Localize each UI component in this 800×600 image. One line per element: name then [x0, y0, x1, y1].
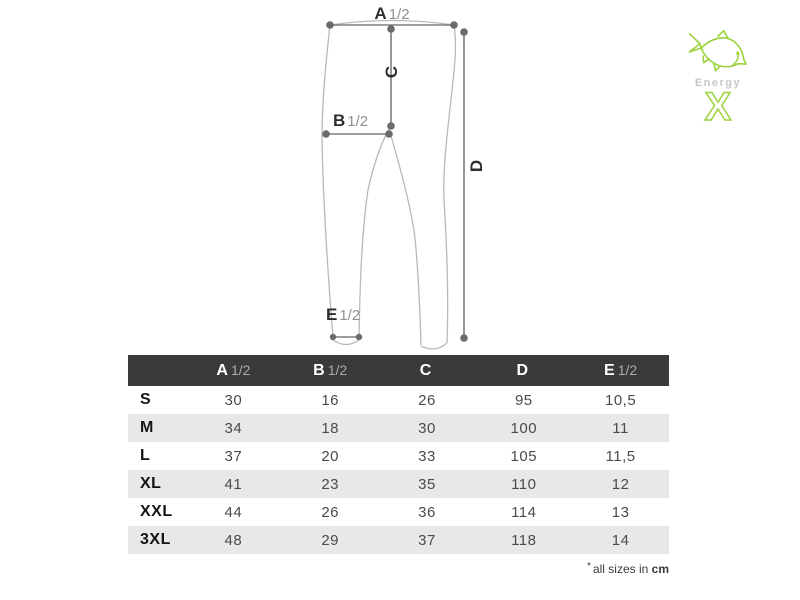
header-letter: A: [216, 361, 228, 379]
header-col-d: [475, 355, 572, 386]
cell-value: 23: [321, 475, 340, 493]
cell-value: 26: [321, 503, 340, 521]
cell-value: 30: [224, 391, 243, 409]
cell-value: 33: [418, 447, 436, 465]
footnote-asterisk: *: [587, 561, 591, 572]
cell-value: 30: [418, 419, 436, 437]
cell-value: 35: [418, 475, 436, 493]
header-letter: B: [313, 361, 325, 379]
measure-label-c: [382, 61, 402, 83]
measure-letter-c: C: [382, 65, 401, 79]
header-col-a: [185, 355, 282, 386]
header-letter: C: [419, 361, 432, 379]
cell-value: 18: [321, 419, 340, 437]
size-table-header-row: [128, 355, 669, 386]
cell-value: 95: [514, 391, 533, 409]
size-table: [128, 355, 669, 554]
cell-value: 14: [611, 531, 630, 549]
cell-value: 100: [510, 419, 538, 437]
cell-value: 41: [224, 475, 243, 493]
table-row-s: [128, 386, 669, 414]
measure-letter-b: B: [333, 111, 346, 130]
header-fraction: 1/2: [327, 361, 348, 378]
footnote-text: all sizes in: [592, 562, 649, 576]
table-row-xxl: [128, 498, 669, 526]
size-label: S: [140, 391, 152, 408]
carp-icon: [682, 26, 754, 76]
header-col-b: [282, 355, 379, 386]
energy-x-logo: [676, 26, 760, 126]
cell-value: 13: [611, 503, 630, 521]
header-fraction: 1/2: [617, 361, 638, 378]
measure-letter-e: E: [326, 305, 338, 324]
cell-value: 16: [321, 391, 340, 409]
cell-value: 36: [418, 503, 436, 521]
cell-value: 34: [224, 419, 243, 437]
footnote-unit: cm: [651, 562, 669, 576]
cell-value: 26: [418, 391, 436, 409]
measure-fraction-b: 1/2: [347, 113, 369, 130]
measure-label-a: [330, 4, 454, 24]
size-label: M: [140, 419, 154, 436]
cell-value: 105: [510, 447, 538, 465]
size-label: L: [140, 447, 151, 464]
cell-value: 11,5: [605, 447, 636, 465]
size-label: 3XL: [140, 531, 171, 548]
table-row-m: [128, 414, 669, 442]
cell-value: 29: [321, 531, 340, 549]
measure-fraction-e: 1/2: [339, 307, 361, 324]
measure-label-b: [333, 111, 368, 131]
cell-value: 20: [321, 447, 340, 465]
cell-value: 44: [224, 503, 243, 521]
header-col-c: [379, 355, 476, 386]
cell-value: 11: [612, 419, 629, 437]
logo-x-letter: X: [704, 87, 732, 127]
logo-x-mark: [694, 87, 742, 127]
header-letter: D: [516, 361, 529, 379]
cell-value: 114: [511, 503, 537, 521]
header-corner-cell: [128, 355, 185, 386]
cell-value: 10,5: [604, 391, 637, 409]
table-row-xl: [128, 470, 669, 498]
cell-value: 37: [418, 531, 436, 549]
pants-outline-graphic: [280, 0, 500, 355]
measure-letter-a: A: [374, 4, 387, 23]
cell-value: 110: [511, 475, 537, 493]
logo-brand-text: Energy: [694, 77, 742, 89]
size-label: XXL: [140, 503, 173, 520]
header-col-e: [572, 355, 669, 386]
header-letter: E: [604, 361, 615, 379]
measure-fraction-a: 1/2: [388, 6, 410, 23]
measure-label-d: [467, 155, 487, 177]
size-label: XL: [140, 475, 162, 492]
cell-value: 12: [611, 475, 630, 493]
cell-value: 118: [511, 531, 537, 549]
table-row-l: [128, 442, 669, 470]
table-row-3xl: [128, 526, 669, 554]
header-fraction: 1/2: [230, 361, 251, 378]
cell-value: 37: [224, 447, 243, 465]
sizes-footnote: [587, 561, 669, 576]
measure-letter-d: D: [467, 159, 486, 173]
cell-value: 48: [224, 531, 243, 549]
measure-label-e: [326, 305, 360, 325]
